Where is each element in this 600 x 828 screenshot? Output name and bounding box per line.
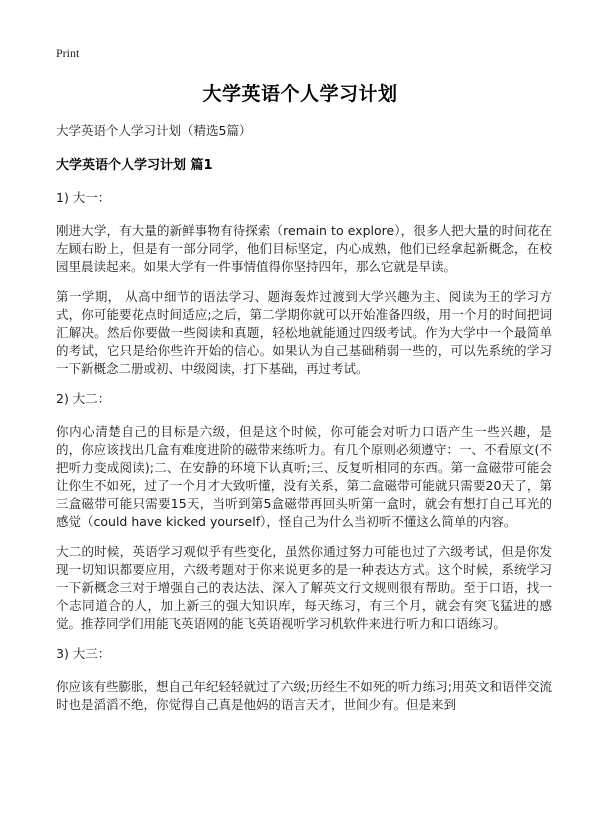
document-body bbox=[56, 122, 552, 714]
paragraph: 第一学期， 从高中细节的语法学习、题海轰炸过渡到大学兴趣为主、阅读为王的学习方式，你可能要花点时间适应;之后，第二学期你就可以开始准备四级，用一个月的时间把词汇解决。然后你要做一些阅读和真题，轻松地就能通过四级考试。作为大学中一个最简单的考试，它只是给你些许开始的信心。如果认为自己基础稍弱一些的，可以先系统的学习一下新概念二册或初、中级阅读，打下基础，再过考试。 bbox=[56, 289, 552, 376]
year-one-heading: 1) 大一： bbox=[56, 190, 111, 205]
paragraph: 刚进大学，有大量的新鲜事物有待探索（remain to explore），很多人把大量的时间花在左顾右盼上，但是有一部分同学，他们目标坚定，内心成熟，他们已经拿起新概念，在校园里晨读起来。如果大学有一件事情值得你坚持四年，那么它就是早读。 bbox=[56, 223, 552, 274]
print-link[interactable]: Print bbox=[56, 46, 80, 60]
document-subtitle: 大学英语个人学习计划（精选5篇） bbox=[56, 123, 252, 138]
year-two-heading: 2) 大二： bbox=[56, 391, 111, 406]
page-title: 大学英语个人学习计划 bbox=[202, 83, 398, 105]
paragraph: 大二的时候，英语学习观似乎有些变化，虽然你通过努力可能也过了六级考试，但是你发现一切知识都要应用，六级考题对于你来说更多的是一种表达方式。这个时候，系统学习一下新概念三对于增强自己的表达法、深入了解英文行文规则很有帮助。至于口语，找一个志同道合的人，加上新三的强大知识库，每天练习，有三个月，就会有突飞猛进的感觉。推荐同学们用能飞英语网的能飞英语视听学习机软件来进行听力和口语练习。 bbox=[56, 544, 552, 631]
year-three-heading: 3) 大三： bbox=[56, 646, 111, 661]
paragraph: 你内心清楚自己的目标是六级，但是这个时候，你可能会对听力口语产生一些兴趣，是的，你应该找出几盒有难度进阶的磁带来练听力。有几个原则必须遵守：一、不看原文(不把听力变成阅读);二、在安静的环境下认真听;三、反复听相同的东西。第一盒磁带可能会让你生不如死，过了一个月才大致听懂，没有关系，第二盒磁带可能就只需要20天了，第三盒磁带可能只需要15天，当听到第5盒磁带再回头听第一盒时，就会有想打自己耳光的感觉（could have kicked yourself），怪自己为什么当初听不懂这么简单的内容。 bbox=[56, 424, 552, 529]
paragraph: 你应该有些膨胀，想自己年纪轻轻就过了六级;历经生不如死的听力练习;用英文和语伴交流时也是滔滔不绝，你觉得自己真是他妈的语言天才，世间少有。但是来到 bbox=[56, 679, 552, 712]
section-heading: 大学英语个人学习计划 篇1 bbox=[56, 158, 213, 173]
